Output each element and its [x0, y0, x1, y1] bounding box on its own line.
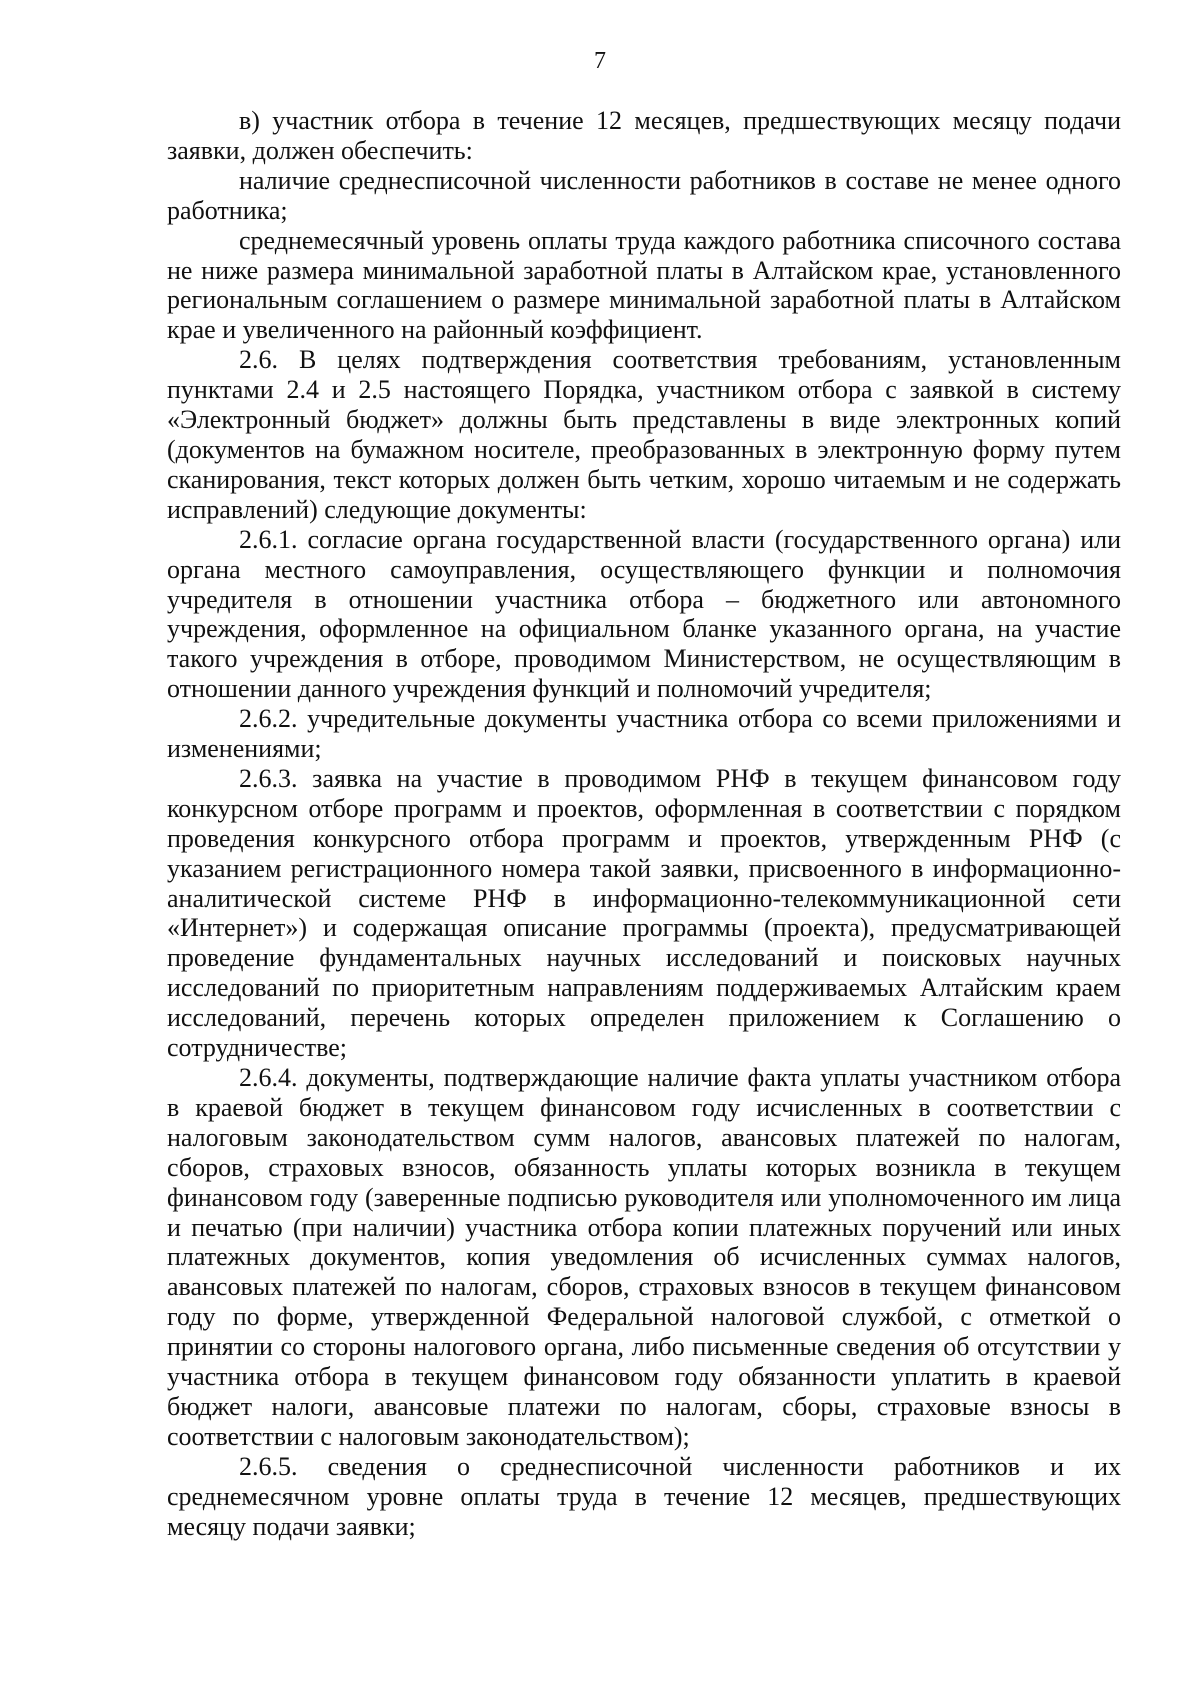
- paragraph-item-v: в) участник отбора в течение 12 месяцев, предшествующих месяцу подачи заявки, должен обеспечить:: [167, 106, 1121, 165]
- page-number: 7: [594, 48, 606, 74]
- document-body: [167, 106, 1121, 1542]
- paragraph-2-6-3: 2.6.3. заявка на участие в проводимом РНФ в текущем финансовом году конкурсном отборе программ и проектов, оформленная в соответствии с порядком проведения конкурсного отбора программ и проектов, утвержденным РНФ (с указанием регистрационного номера такой заявки, присвоенного в информационно-аналитической системе РНФ в информационно-телекоммуникационной сети «Интернет») и содержащая описание программы (проекта), предусматривающей проведение фундаментальных научных исследований и поисковых научных исследований по приоритетным направлениям поддерживаемых Алтайским краем исследований, перечень которых определен приложением к Соглашению о сотрудничестве;: [167, 763, 1121, 1063]
- paragraph-headcount: наличие среднесписочной численности работников в составе не менее одного работника;: [167, 165, 1121, 225]
- paragraph-2-6-4: 2.6.4. документы, подтверждающие наличие факта уплаты участником отбора в краевой бюджет в текущем финансовом году исчисленных в соответствии с налоговым законодательством сумм налогов, авансовых платежей по налогам, сборов, страховых взносов, обязанность уплаты которых возникла в текущем финансовом году (заверенные подписью руководителя или уполномоченного им лица и печатью (при наличии) участника отбора копии платежных поручений или иных платежных документов, копия уведомления об исчисленных суммах налогов, авансовых платежей по налогам, сборов, страховых взносов в текущем финансовом году по форме, утвержденной Федеральной налоговой службой, с отметкой о принятии со стороны налогового органа, либо письменные сведения об отсутствии у участника отбора в текущем финансовом году обязанности уплатить в краевой бюджет налоги, авансовые платежи по налогам, сборы, страховые взносы в соответствии с налоговым законодательством);: [167, 1063, 1121, 1451]
- paragraph-2-6-5: 2.6.5. сведения о среднесписочной численности работников и их среднемесячном уровне оплаты труда в течение 12 месяцев, предшествующих месяцу подачи заявки;: [167, 1451, 1121, 1541]
- paragraph-2-6-2: 2.6.2. учредительные документы участника отбора со всеми приложениями и изменениями;: [167, 704, 1121, 764]
- paragraph-2-6-1: 2.6.1. согласие органа государственной власти (государственного органа) или органа местного самоуправления, осуществляющего функции и полномочия учредителя в отношении участника отбора – бюджетного или автономного учреждения, оформленное на официальном бланке указанного органа, на участие такого учреждения в отборе, проводимом Министерством, не осуществляющим в отношении данного учреждения функций и полномочий учредителя;: [167, 524, 1121, 704]
- paragraph-salary-level: среднемесячный уровень оплаты труда каждого работника списочного состава не ниже размера минимальной заработной платы в Алтайском крае, установленного региональным соглашением о размере минимальной заработной платы в Алтайском крае и увеличенного на районный коэффициент.: [167, 225, 1121, 345]
- paragraph-2-6: 2.6. В целях подтверждения соответствия требованиям, установленным пунктами 2.4 и 2.5 настоящего Порядка, участником отбора с заявкой в систему «Электронный бюджет» должны быть представлены в виде электронных копий (документов на бумажном носителе, преобразованных в электронную форму путем сканирования, текст которых должен быть четким, хорошо читаемым и не содержать исправлений) следующие документы:: [167, 345, 1121, 524]
